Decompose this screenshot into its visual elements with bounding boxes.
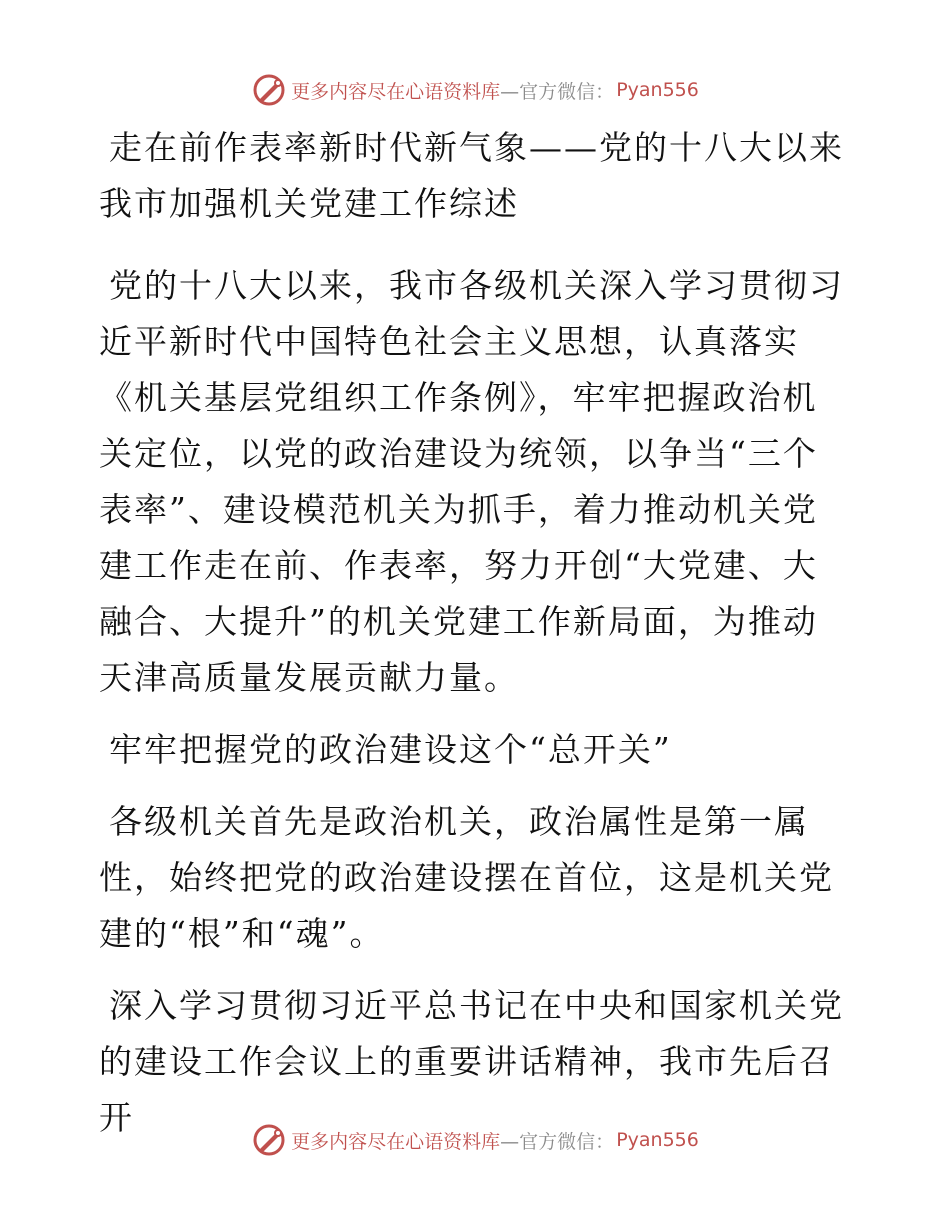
pen-nib-circle-icon [251, 72, 287, 108]
banner-official-label: —官方微信： [500, 1130, 615, 1153]
pen-nib-circle-icon [251, 1122, 287, 1158]
banner-wechat-id: Pyan556 [616, 79, 699, 101]
banner-official-label: —官方微信： [500, 80, 615, 103]
document-title: 走在前作表率新时代新气象——党的十八大以来我市加强机关党建工作综述 [99, 128, 844, 223]
footer-watermark-banner [0, 1120, 950, 1160]
paragraph-political-attribute: 各级机关首先是政治机关，政治属性是第一属性，始终把党的政治建设摆在首位，这是机关党建的“根”和“魂”。 [99, 802, 834, 953]
paragraph-study-meeting: 深入学习贯彻习近平总书记在中央和国家机关党的建设工作会议上的重要讲话精神，我市先后召开 [99, 986, 844, 1137]
banner-site-text: 更多内容尽在心语资料库 [291, 80, 501, 103]
paragraph-intro: 党的十八大以来，我市各级机关深入学习贯彻习近平新时代中国特色社会主义思想，认真落实《机关基层党组织工作条例》，牢牢把握政治机关定位，以党的政治建设为统领，以争当“三个表率”、建设模范机关为抓手，着力推动机关党建工作走在前、作表率，努力开创“大党建、大融合、大提升”的机关党建工作新局面，为推动天津高质量发展贡献力量。 [99, 266, 844, 697]
banner-wechat-id: Pyan556 [616, 1129, 699, 1151]
banner-site-text: 更多内容尽在心语资料库 [291, 1130, 501, 1153]
header-watermark-banner [0, 70, 950, 110]
document-body [99, 120, 849, 1162]
section-heading: 牢牢把握党的政治建设这个“总开关” [109, 730, 672, 769]
